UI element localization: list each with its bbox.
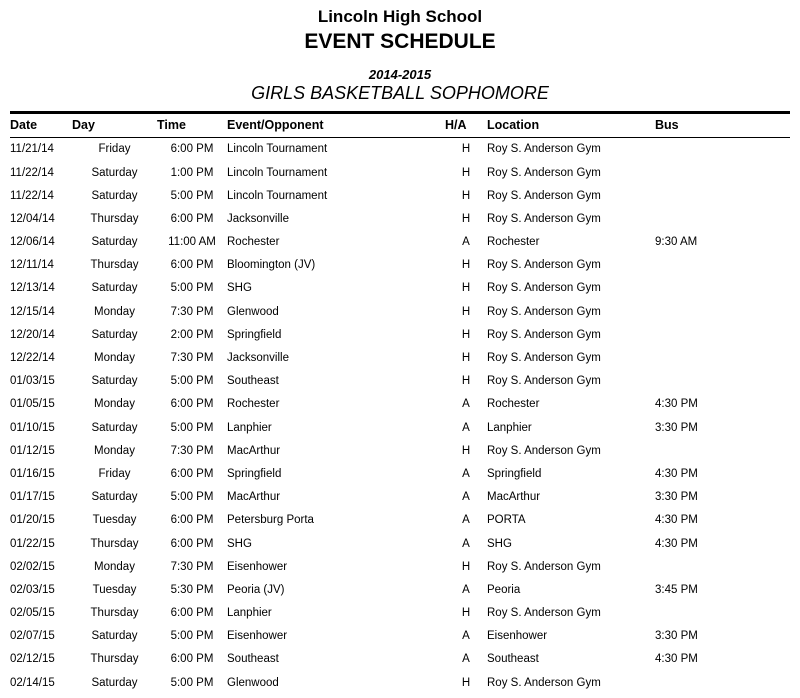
table-row <box>10 207 790 230</box>
cell-bus: 4:30 PM <box>655 398 698 411</box>
cell-time: 6:00 PM <box>170 653 214 666</box>
cell-bus: 4:30 PM <box>655 467 698 480</box>
cell-event: Jacksonville <box>227 212 289 225</box>
cell-event: Springfield <box>227 467 282 480</box>
schedule-table-body <box>10 137 790 694</box>
cell-date: 01/16/15 <box>10 467 55 480</box>
cell-time: 2:00 PM <box>170 328 214 341</box>
table-row <box>10 625 790 648</box>
cell-ha: A <box>462 537 470 550</box>
cell-bus <box>655 300 790 323</box>
table-row <box>10 439 790 462</box>
team-name: GIRLS BASKETBALL SOPHOMORE <box>251 83 549 104</box>
cell-time: 5:00 PM <box>170 630 214 643</box>
cell-date: 01/12/15 <box>10 444 55 457</box>
cell-location: Eisenhower <box>487 630 548 643</box>
cell-event: Lanphier <box>227 421 272 434</box>
cell-event: Rochester <box>227 236 280 249</box>
cell-ha: H <box>461 305 471 318</box>
cell-bus <box>655 254 790 277</box>
cell-event: Lincoln Tournament <box>227 143 328 156</box>
cell-time: 5:00 PM <box>170 375 214 388</box>
cell-date: 02/07/15 <box>10 630 55 643</box>
cell-ha: A <box>462 467 470 480</box>
cell-ha: H <box>461 607 471 620</box>
cell-bus <box>655 161 790 184</box>
cell-day: Friday <box>98 467 131 480</box>
cell-time: 6:00 PM <box>170 143 214 156</box>
document-title: EVENT SCHEDULE <box>304 30 496 54</box>
cell-date: 02/05/15 <box>10 607 55 620</box>
cell-location: Southeast <box>487 653 539 666</box>
cell-bus <box>655 671 790 694</box>
cell-event: Lincoln Tournament <box>227 166 328 179</box>
cell-location: Springfield <box>487 467 542 480</box>
cell-location: Roy S. Anderson Gym <box>487 352 601 365</box>
cell-event: Bloomington (JV) <box>227 259 316 272</box>
cell-time: 5:00 PM <box>170 491 214 504</box>
cell-location: Roy S. Anderson Gym <box>487 328 601 341</box>
cell-day: Tuesday <box>92 514 137 527</box>
cell-date: 12/13/14 <box>10 282 55 295</box>
cell-event: MacArthur <box>227 444 281 457</box>
cell-location: PORTA <box>487 514 526 527</box>
cell-location: Roy S. Anderson Gym <box>487 560 601 573</box>
cell-event: Glenwood <box>227 676 279 689</box>
cell-bus <box>655 277 790 300</box>
cell-date: 02/03/15 <box>10 583 55 596</box>
cell-bus <box>655 602 790 625</box>
cell-time: 6:00 PM <box>170 607 214 620</box>
cell-event: MacArthur <box>227 491 281 504</box>
column-header-bus: Bus <box>655 112 790 137</box>
cell-location: Roy S. Anderson Gym <box>487 676 601 689</box>
cell-event: Lincoln Tournament <box>227 189 328 202</box>
cell-event: Springfield <box>227 328 282 341</box>
cell-bus: 4:30 PM <box>655 653 698 666</box>
cell-event: Rochester <box>227 398 280 411</box>
cell-location: Roy S. Anderson Gym <box>487 212 601 225</box>
cell-location: Roy S. Anderson Gym <box>487 189 601 202</box>
cell-bus: 4:30 PM <box>655 514 698 527</box>
school-name: Lincoln High School <box>317 7 483 26</box>
cell-ha: H <box>461 282 471 295</box>
cell-location: Rochester <box>487 398 540 411</box>
column-header-day: Day <box>72 112 157 137</box>
cell-location: Roy S. Anderson Gym <box>487 305 601 318</box>
column-header-event: Event/Opponent <box>227 112 445 137</box>
cell-bus: 9:30 AM <box>655 236 698 249</box>
cell-ha: H <box>461 166 471 179</box>
cell-location: Roy S. Anderson Gym <box>487 444 601 457</box>
cell-date: 01/17/15 <box>10 491 55 504</box>
table-row <box>10 231 790 254</box>
table-row <box>10 300 790 323</box>
cell-date: 12/22/14 <box>10 352 55 365</box>
cell-time: 5:00 PM <box>170 676 214 689</box>
cell-date: 02/12/15 <box>10 653 55 666</box>
cell-location: Roy S. Anderson Gym <box>487 143 601 156</box>
cell-event: Eisenhower <box>227 630 288 643</box>
cell-date: 12/11/14 <box>10 259 54 272</box>
cell-date: 11/21/14 <box>10 143 54 156</box>
cell-location: Roy S. Anderson Gym <box>487 282 601 295</box>
cell-time: 5:30 PM <box>170 583 214 596</box>
cell-date: 12/20/14 <box>10 328 55 341</box>
cell-day: Saturday <box>91 166 138 179</box>
cell-time: 7:30 PM <box>170 444 214 457</box>
cell-day: Friday <box>98 143 131 156</box>
column-header-location: Location <box>487 112 655 137</box>
cell-time: 7:30 PM <box>170 352 214 365</box>
cell-time: 5:00 PM <box>170 282 214 295</box>
cell-ha: A <box>462 653 470 666</box>
table-row <box>10 486 790 509</box>
cell-event: Glenwood <box>227 305 279 318</box>
cell-day: Saturday <box>91 421 138 434</box>
cell-ha: A <box>462 421 470 434</box>
cell-bus <box>655 439 790 462</box>
cell-date: 02/14/15 <box>10 676 55 689</box>
column-header-date: Date <box>10 112 72 137</box>
cell-bus <box>655 370 790 393</box>
cell-event: Southeast <box>227 375 279 388</box>
table-row <box>10 323 790 346</box>
cell-bus <box>655 207 790 230</box>
cell-time: 5:00 PM <box>170 421 214 434</box>
cell-bus: 4:30 PM <box>655 537 698 550</box>
cell-date: 11/22/14 <box>10 166 54 179</box>
cell-event: SHG <box>227 282 252 295</box>
cell-ha: H <box>461 189 471 202</box>
cell-time: 6:00 PM <box>170 259 214 272</box>
cell-day: Thursday <box>90 607 139 620</box>
cell-time: 6:00 PM <box>170 212 214 225</box>
cell-event: Southeast <box>227 653 279 666</box>
cell-date: 01/05/15 <box>10 398 55 411</box>
cell-location: SHG <box>487 537 512 550</box>
column-header-ha: H/A <box>445 112 487 137</box>
table-row <box>10 671 790 694</box>
cell-date: 01/03/15 <box>10 375 55 388</box>
cell-date: 12/06/14 <box>10 236 55 249</box>
cell-day: Monday <box>94 352 135 365</box>
column-header-time: Time <box>157 112 227 137</box>
cell-day: Thursday <box>90 259 139 272</box>
document-header <box>0 7 800 105</box>
cell-day: Saturday <box>91 282 138 295</box>
cell-time: 7:30 PM <box>170 305 214 318</box>
cell-location: Roy S. Anderson Gym <box>487 166 601 179</box>
cell-bus <box>655 555 790 578</box>
cell-ha: A <box>462 491 470 504</box>
cell-day: Thursday <box>90 212 139 225</box>
cell-day: Thursday <box>90 653 139 666</box>
cell-ha: H <box>461 560 471 573</box>
cell-ha: H <box>461 676 471 689</box>
cell-date: 01/22/15 <box>10 537 55 550</box>
table-header-row <box>10 112 790 137</box>
cell-ha: A <box>462 583 470 596</box>
cell-day: Saturday <box>91 676 138 689</box>
cell-location: MacArthur <box>487 491 541 504</box>
table-row <box>10 254 790 277</box>
cell-bus <box>655 137 790 161</box>
cell-ha: A <box>462 398 470 411</box>
table-row <box>10 462 790 485</box>
cell-location: Lanphier <box>487 421 532 434</box>
schedule-table <box>10 111 790 695</box>
cell-day: Monday <box>94 305 135 318</box>
cell-bus <box>655 323 790 346</box>
cell-time: 6:00 PM <box>170 537 214 550</box>
cell-location: Rochester <box>487 236 540 249</box>
cell-day: Saturday <box>91 328 138 341</box>
table-row <box>10 393 790 416</box>
table-row <box>10 532 790 555</box>
table-row <box>10 137 790 161</box>
cell-day: Saturday <box>91 236 138 249</box>
cell-day: Saturday <box>91 630 138 643</box>
cell-event: Lanphier <box>227 607 272 620</box>
cell-day: Saturday <box>91 189 138 202</box>
cell-bus: 3:30 PM <box>655 491 698 504</box>
cell-bus: 3:45 PM <box>655 583 698 596</box>
table-row <box>10 555 790 578</box>
cell-date: 12/15/14 <box>10 305 55 318</box>
cell-event: Petersburg Porta <box>227 514 314 527</box>
table-row <box>10 509 790 532</box>
cell-time: 6:00 PM <box>170 514 214 527</box>
cell-event: Eisenhower <box>227 560 288 573</box>
cell-ha: H <box>461 375 471 388</box>
cell-time: 6:00 PM <box>170 398 214 411</box>
cell-day: Tuesday <box>92 583 137 596</box>
table-row <box>10 184 790 207</box>
season-label: 2014-2015 <box>368 66 432 82</box>
cell-ha: H <box>461 444 471 457</box>
table-row <box>10 416 790 439</box>
cell-bus: 3:30 PM <box>655 421 698 434</box>
cell-date: 11/22/14 <box>10 189 54 202</box>
cell-day: Saturday <box>91 491 138 504</box>
cell-time: 1:00 PM <box>170 166 214 179</box>
table-row <box>10 578 790 601</box>
cell-time: 6:00 PM <box>170 467 214 480</box>
cell-date: 12/04/14 <box>10 212 55 225</box>
cell-time: 11:00 AM <box>168 236 216 249</box>
cell-date: 02/02/15 <box>10 560 55 573</box>
cell-ha: H <box>461 328 471 341</box>
cell-bus <box>655 184 790 207</box>
cell-time: 5:00 PM <box>170 189 214 202</box>
cell-event: SHG <box>227 537 252 550</box>
table-row <box>10 346 790 369</box>
cell-location: Roy S. Anderson Gym <box>487 259 601 272</box>
cell-time: 7:30 PM <box>170 560 214 573</box>
cell-location: Peoria <box>487 583 521 596</box>
cell-location: Roy S. Anderson Gym <box>487 375 601 388</box>
cell-bus: 3:30 PM <box>655 630 698 643</box>
cell-date: 01/20/15 <box>10 514 55 527</box>
table-row <box>10 602 790 625</box>
cell-event: Jacksonville <box>227 352 289 365</box>
cell-ha: A <box>462 514 470 527</box>
cell-date: 01/10/15 <box>10 421 55 434</box>
cell-bus <box>655 346 790 369</box>
cell-ha: H <box>461 212 471 225</box>
cell-day: Monday <box>94 398 135 411</box>
cell-ha: H <box>461 259 471 272</box>
cell-day: Saturday <box>91 375 138 388</box>
cell-ha: H <box>461 352 471 365</box>
cell-ha: A <box>462 630 470 643</box>
cell-day: Monday <box>94 560 135 573</box>
cell-day: Monday <box>94 444 135 457</box>
cell-location: Roy S. Anderson Gym <box>487 607 601 620</box>
table-row <box>10 277 790 300</box>
table-row <box>10 161 790 184</box>
cell-event: Peoria (JV) <box>227 583 285 596</box>
table-row <box>10 370 790 393</box>
cell-ha: A <box>462 236 470 249</box>
table-row <box>10 648 790 671</box>
cell-day: Thursday <box>90 537 139 550</box>
cell-ha: H <box>461 143 471 156</box>
